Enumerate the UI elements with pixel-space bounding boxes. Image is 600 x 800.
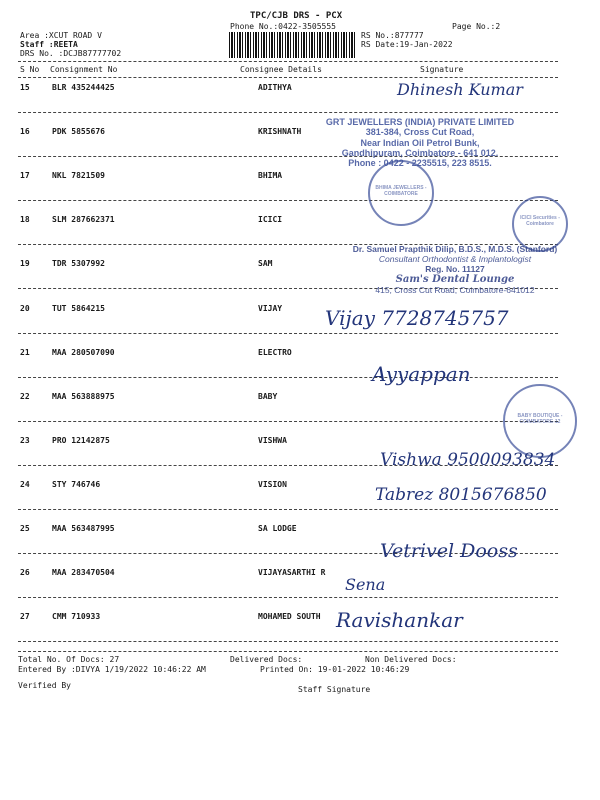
row-consignment-no: PDK 5855676 — [52, 127, 105, 136]
grt-stamp-line: GRT JEWELLERS (INDIA) PRIVATE LIMITED — [325, 117, 515, 127]
row-consignee: SA LODGE — [258, 524, 297, 533]
row-consignee: BHIMA — [258, 171, 283, 180]
total-docs: Total No. Of Docs: 27 — [18, 655, 120, 664]
row-consignee: BABY — [258, 392, 278, 401]
grt-stamp-line: Phone : 0422 - 2235515, 223 8515. — [348, 158, 492, 169]
row-consignee: VIJAYASARTHI R — [258, 568, 326, 577]
col-sno: S No — [20, 65, 40, 74]
row-sno: 17 — [20, 171, 30, 180]
row-consignee: ADITHYA — [258, 83, 292, 92]
signature-vishwa: Vishwa 9500093834 — [380, 450, 556, 470]
dental-stamp — [350, 245, 560, 296]
signature-vijayasarthi: Sena — [345, 575, 386, 594]
grt-jewellers-stamp — [320, 117, 520, 169]
row-consignment-no: BLR 435244425 — [52, 83, 115, 92]
row-sno: 27 — [20, 612, 30, 621]
row-sno: 24 — [20, 480, 30, 489]
dental-stamp-line: Consultant Orthodontist & Implantologist — [378, 253, 532, 264]
grt-stamp-line: 381-384, Cross Cut Road, — [365, 127, 475, 138]
baby-boutique-seal — [503, 384, 577, 458]
row-divider — [18, 641, 558, 642]
row-consignment-no: CMM 710933 — [52, 612, 101, 621]
row-consignment-no: NKL 7821509 — [52, 171, 105, 180]
signature-vijay: Vijay 7728745757 — [325, 306, 509, 330]
row-consignee: VISHWA — [258, 436, 287, 445]
entered-by: Entered By :DIVYA 1/19/2022 10:46:22 AM — [18, 665, 206, 674]
row-consignee: VISION — [258, 480, 287, 489]
row-consignment-no: TDR 5307992 — [52, 259, 105, 268]
rs-number: RS No.:877777 — [361, 31, 424, 40]
row-divider — [18, 509, 558, 510]
row-divider — [18, 421, 558, 422]
footer-rule — [18, 651, 558, 652]
signature-aditya: Dhinesh Kumar — [397, 80, 523, 99]
bhima-seal — [368, 160, 434, 226]
non-delivered-docs: Non Delivered Docs: — [365, 655, 457, 664]
row-consignment-no: SLM 287662371 — [52, 215, 115, 224]
staff-signature: Staff Signature — [298, 685, 371, 694]
dental-stamp-line: Dr. Samuel Prapthik Dilip, B.D.S., M.D.S. (Stanford) — [352, 244, 558, 254]
report-title: TPC/CJB DRS - PCX — [250, 11, 343, 21]
delivered-docs: Delivered Docs: — [230, 655, 303, 664]
row-sno: 20 — [20, 304, 30, 313]
staff-label: Staff :REETA — [20, 40, 78, 49]
row-consignment-no: MAA 563888975 — [52, 392, 115, 401]
row-sno: 21 — [20, 348, 30, 357]
dental-stamp-line: Sam's Dental Lounge — [395, 274, 515, 286]
row-consignment-no: MAA 280507090 — [52, 348, 115, 357]
row-consignment-no: MAA 283470504 — [52, 568, 115, 577]
row-consignment-no: MAA 563487995 — [52, 524, 115, 533]
signature-electro: Ayyappan — [372, 362, 471, 386]
col-consignee: Consignee Details — [240, 65, 322, 74]
row-divider — [18, 200, 558, 201]
row-sno: 16 — [20, 127, 30, 136]
signature-mohamed: Ravishankar — [336, 608, 463, 632]
printed-on: Printed On: 19-01-2022 10:46:29 — [260, 665, 410, 674]
row-consignee: MOHAMED SOUTH — [258, 612, 321, 621]
row-divider — [18, 597, 558, 598]
row-consignment-no: PRO 12142875 — [52, 436, 110, 445]
dental-stamp-line: Reg. No. 11127 — [425, 263, 485, 274]
row-sno: 18 — [20, 215, 30, 224]
row-consignment-no: STY 746746 — [52, 480, 101, 489]
row-consignee: ELECTRO — [258, 348, 292, 357]
bhima-seal-text: BHIMA JEWELLERS - COIMBATORE — [375, 185, 427, 197]
grt-stamp-line: Near Indian Oil Petrol Bunk, — [360, 137, 480, 148]
header-rule-bottom — [18, 77, 558, 78]
row-sno: 23 — [20, 436, 30, 445]
verified-by: Verified By — [18, 681, 71, 690]
dental-stamp-line: 415, Cross Cut Road, Coimbatore-641012 — [375, 284, 535, 295]
row-consignment-no: TUT 5864215 — [52, 304, 105, 313]
row-consignee: SAM — [258, 259, 273, 268]
row-consignee: VIJAY — [258, 304, 283, 313]
col-consignment: Consignment No — [50, 65, 118, 74]
row-consignee: ICICI — [258, 215, 283, 224]
phone-number: Phone No.:0422-3505555 — [230, 22, 336, 31]
drs-number: DRS No. :DCJB87777702 — [20, 49, 122, 58]
row-divider — [18, 333, 558, 334]
signature-salodge: Vetrivel Dooss — [380, 540, 518, 562]
signature-vision: Tabrez 8015676850 — [375, 485, 547, 505]
area-label: Area :XCUT ROAD V — [20, 31, 102, 40]
rs-date: RS Date:19-Jan-2022 — [361, 40, 453, 49]
header-rule-top — [18, 61, 558, 62]
row-sno: 25 — [20, 524, 30, 533]
barcode-image — [229, 32, 355, 58]
grt-stamp-line: Gandhipuram, Coimbatore - 641 012. — [341, 148, 499, 159]
col-signature: Signature — [420, 65, 464, 74]
row-divider — [18, 377, 558, 378]
baby-seal-text: BABY BOUTIQUE - COIMBATORE-12 — [517, 413, 563, 425]
row-sno: 15 — [20, 83, 30, 92]
page-number: Page No.:2 — [452, 22, 501, 31]
row-consignee: KRISHNATH — [258, 127, 302, 136]
row-sno: 26 — [20, 568, 30, 577]
row-sno: 19 — [20, 259, 30, 268]
row-sno: 22 — [20, 392, 30, 401]
icici-seal-text: ICICI Securities - Coimbatore — [520, 215, 560, 227]
row-divider — [18, 112, 558, 113]
